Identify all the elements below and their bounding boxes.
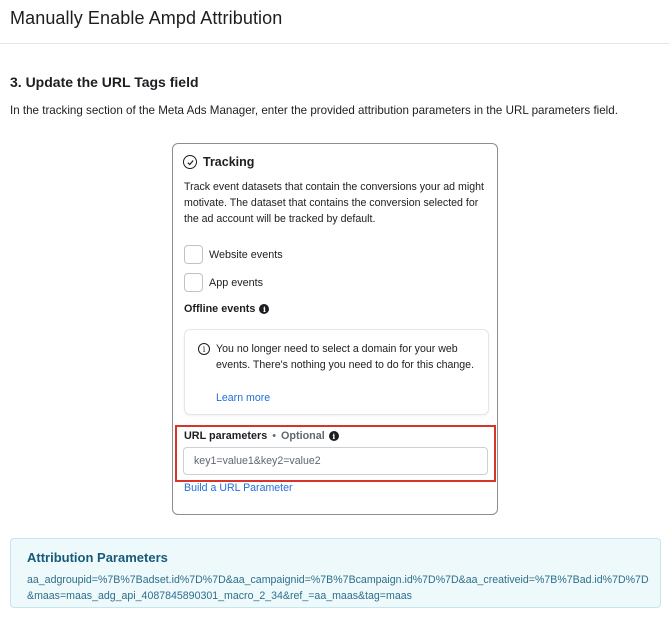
- optional-label: Optional: [281, 430, 325, 442]
- app-events-label: App events: [209, 276, 264, 289]
- attribution-parameters-box: [10, 538, 661, 608]
- url-separator: •: [272, 430, 276, 442]
- step-title: 3. Update the URL Tags field: [10, 74, 199, 90]
- domain-notice: [184, 329, 489, 415]
- website-events-label: Website events: [209, 248, 283, 261]
- info-circle-icon: i: [198, 343, 210, 355]
- url-parameters-highlight: [175, 425, 496, 482]
- website-events-checkbox-row[interactable]: [184, 245, 283, 264]
- tracking-description: Track event datasets that contain the conversions your ad might motivate. The dataset that contains the conversion selected for the ad account will be tracked by default.: [184, 181, 484, 225]
- attribution-title: Attribution Parameters: [27, 550, 168, 565]
- info-icon[interactable]: i: [259, 304, 269, 314]
- notice-text: You no longer need to select a domain for your web events. There's nothing you need to do for this change.: [216, 343, 475, 371]
- app-events-checkbox-row[interactable]: [184, 273, 263, 292]
- page-header: [0, 0, 670, 44]
- url-info-icon[interactable]: i: [329, 431, 339, 441]
- offline-events-label: Offline events: [184, 303, 256, 315]
- attribution-value[interactable]: aa_adgroupid=%7B%7Badset.id%7D%7D&aa_campaignid=%7B%7Bcampaign.id%7D%7D&aa_creativeid=%7B%7Bad.id%7D%7D&maas=maas_adg_api_4087845890301_macro_2_34&ref_=aa_maas&tag=maas: [27, 574, 649, 602]
- tracking-header: [183, 155, 254, 169]
- website-events-checkbox[interactable]: [184, 245, 203, 264]
- learn-more-link[interactable]: Learn more: [216, 392, 271, 404]
- app-events-checkbox[interactable]: [184, 273, 203, 292]
- check-circle-icon: [183, 155, 197, 169]
- tracking-title: Tracking: [203, 155, 255, 169]
- page-title: Manually Enable Ampd Attribution: [10, 8, 283, 28]
- url-parameters-label: URL parameters: [184, 430, 268, 442]
- step-description: In the tracking section of the Meta Ads Manager, enter the provided attribution parameters in the URL parameters field.: [10, 104, 618, 117]
- offline-events-row: [184, 303, 269, 315]
- build-url-parameter-link[interactable]: Build a URL Parameter: [184, 482, 293, 494]
